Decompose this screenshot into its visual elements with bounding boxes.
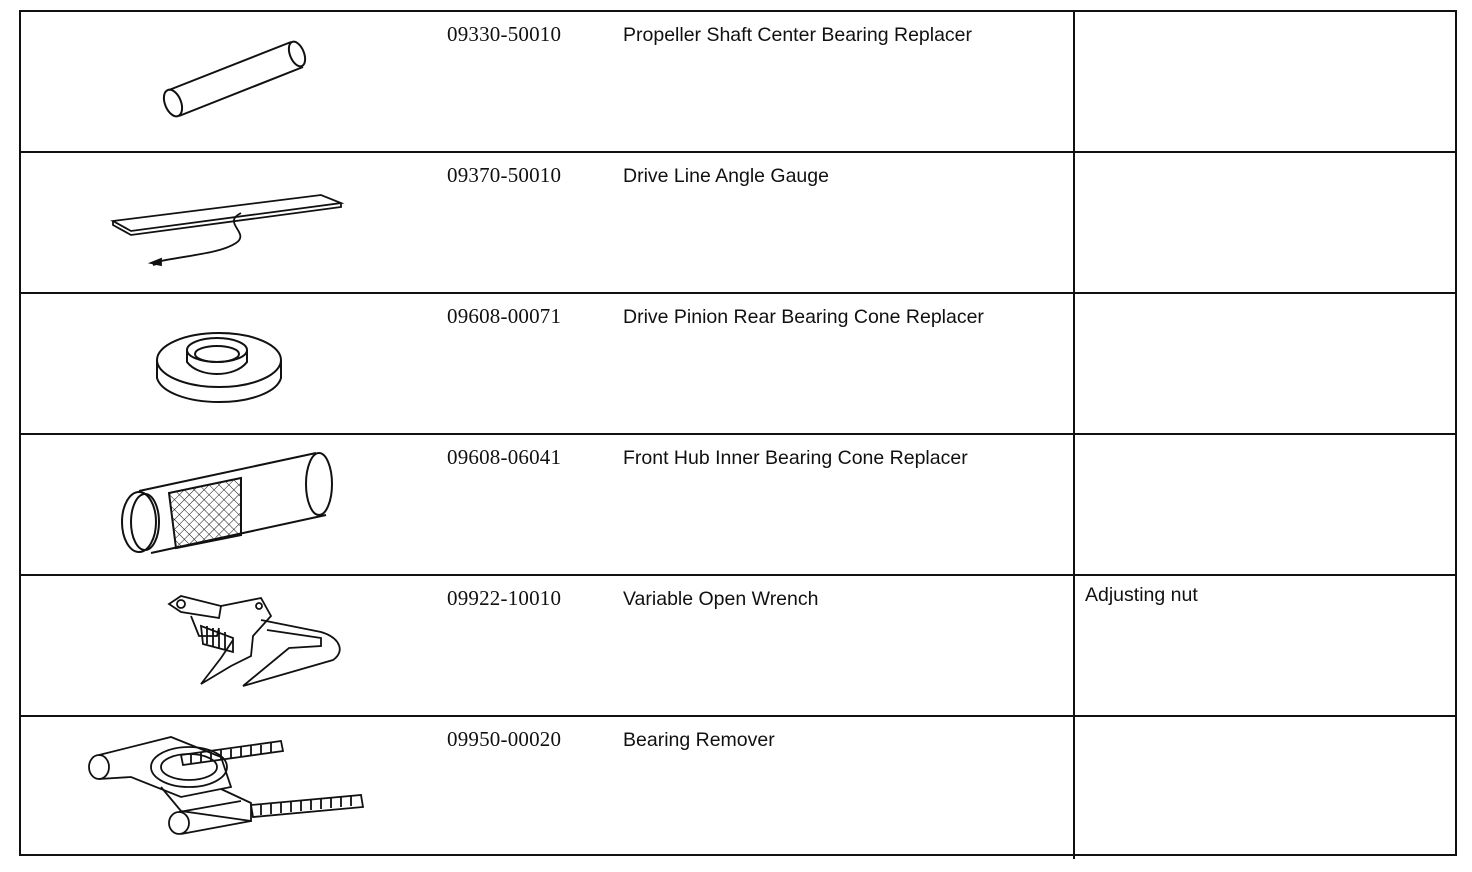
tool-description: Variable Open Wrench <box>623 588 819 610</box>
column-divider <box>1073 294 1075 433</box>
tool-description: Propeller Shaft Center Bearing Replacer <box>623 24 973 46</box>
part-number: 09608-00071 <box>447 304 562 328</box>
tool-description: Front Hub Inner Bearing Cone Replacer <box>623 447 968 469</box>
table-row <box>21 717 1455 859</box>
column-divider <box>1073 12 1075 151</box>
knurled-cylinder-icon <box>21 435 441 576</box>
part-number: 09922-10010 <box>447 586 562 610</box>
column-divider <box>1073 717 1075 859</box>
tool-note: Adjusting nut <box>1085 584 1198 606</box>
open-wrench-icon <box>21 576 441 717</box>
bearing-remover-icon <box>21 717 441 858</box>
tool-description: Drive Line Angle Gauge <box>623 165 829 187</box>
tool-description: Drive Pinion Rear Bearing Cone Replacer <box>623 306 984 328</box>
part-number: 09370-50010 <box>447 163 562 187</box>
part-number: 09950-00020 <box>447 727 562 751</box>
part-number: 09608-06041 <box>447 445 562 469</box>
table-row <box>21 294 1455 435</box>
bearing-cone-replacer-icon <box>21 294 441 435</box>
tool-description: Bearing Remover <box>623 729 775 751</box>
column-divider <box>1073 576 1075 715</box>
part-number: 09330-50010 <box>447 22 562 46</box>
table-row <box>21 12 1455 153</box>
column-divider <box>1073 435 1075 574</box>
angle-gauge-icon <box>21 153 441 294</box>
tube-icon <box>21 12 441 153</box>
table-row <box>21 435 1455 576</box>
table-row <box>21 153 1455 294</box>
table-row <box>21 576 1455 717</box>
column-divider <box>1073 153 1075 292</box>
special-tools-table <box>19 10 1457 856</box>
